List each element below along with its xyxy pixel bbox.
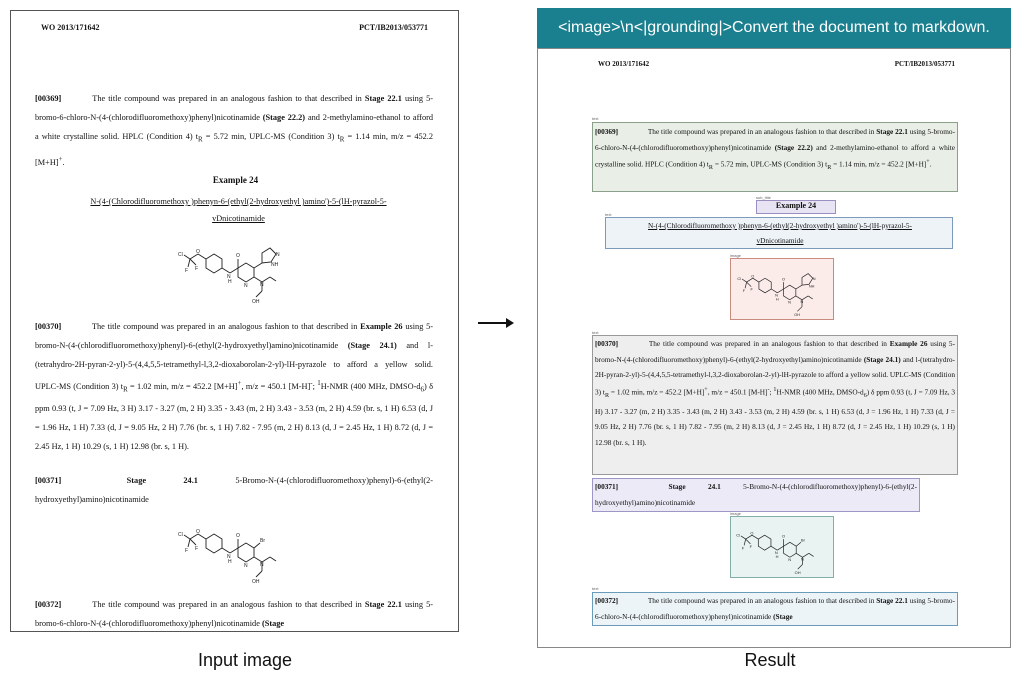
para-text: using 5-bromo-6-chloro-N-(4-(chlorodifluoromethoxy)phenyl)nicotinamide	[595, 596, 955, 621]
box-label: image	[730, 511, 741, 516]
result-example-title: Example 24	[775, 201, 817, 210]
stage-ref: Stage 22.1	[876, 596, 908, 605]
superscript: 1	[317, 380, 321, 387]
para-tag: [00370]	[595, 339, 619, 348]
para-text: = 1.14 min, m/z = 452.2 [M+H]	[833, 159, 927, 169]
subscript: R	[198, 136, 203, 144]
para-text: = 5.72 min, UPLC-MS (Condition 3) t	[205, 132, 340, 141]
para-text: = 5.72 min, UPLC-MS (Condition 3) t	[714, 159, 828, 169]
atom-f: F	[195, 546, 199, 552]
atom-nh: NH	[808, 284, 815, 289]
atom-n: N	[260, 282, 264, 288]
atom-n: N	[244, 563, 248, 569]
atom-f: F	[741, 545, 745, 551]
subscript: R	[708, 164, 713, 171]
para-tag: [00369]	[35, 94, 62, 103]
example-name-line2: vDnicotinamide	[212, 214, 265, 223]
para-text: = 1.02 min, m/z = 452.2 [M+H]	[610, 386, 705, 396]
atom-f: F	[195, 266, 199, 272]
result-molecule-1	[732, 259, 832, 319]
stage-ref: (Stage 24.1)	[863, 354, 901, 364]
para-tag: [00372]	[595, 596, 619, 605]
para-text: and l-(tetrahydro-2H-pyran-2-yl)-5-(4,4,5,5-tetramethyl-l,3,2-dioxaborolan-2-yl)-lH-pyrazole to afford a yellow solid. UPLC-MS (Condition 3) t	[595, 354, 955, 396]
result-paragraph-00370	[595, 336, 955, 450]
prompt-banner: <image>\n<|grounding|>Convert the document to markdown.	[537, 8, 1011, 48]
box-label: sub_title	[756, 195, 771, 200]
example-ref: Example 26	[889, 339, 928, 348]
stage-ref: (Stage	[773, 611, 793, 621]
atom-o: O	[236, 533, 240, 539]
stage-ref: Stage 22.1	[364, 600, 402, 609]
atom-cl: Cl	[178, 532, 183, 538]
subscript: 6	[863, 392, 867, 399]
atom-o: O	[236, 253, 240, 259]
paragraph-00369	[35, 89, 433, 171]
atom-br: Br	[800, 537, 805, 543]
atom-oh: OH	[794, 569, 801, 575]
atom-n: N	[800, 556, 804, 562]
atom-n: N	[260, 562, 264, 568]
box-label: text	[605, 212, 612, 217]
para-text: using 5-bromo-6-chloro-N-(4-(chlorodifluoromethoxy)phenyl)nicotinamide	[595, 127, 955, 152]
stage-ref: Stage 22.1	[364, 94, 402, 103]
stage-ref: (Stage 22.2)	[774, 142, 813, 152]
subscript: R	[827, 164, 832, 171]
para-tag: [00370]	[35, 322, 62, 331]
para-text: .	[929, 159, 932, 169]
atom-cl: Cl	[737, 276, 742, 281]
para-text: The title compound was prepared in an analogous fashion to that described in	[647, 127, 875, 136]
result-paragraph-00369	[595, 124, 955, 176]
para-text: ) δ ppm 0.93 (t, J = 7.09 Hz, 3 H) 3.17 - 3.27 (m, 2 H) 3.35 - 3.43 (m, 2 H) 3.43 - 3.53 (m, 2 H) 4.59 (br. s, 1 H) 6.53 (d, J = 1.96 Hz, 1 H) 7.33 (d, J = 9.05 Hz, 2 H) 7.76 (br. s, 1 H) 7.82 - 7.95 (m, 2 H) 8.13 (d, J = 2.45 Hz, 1 H) 8.72 (d, J = 2.45 Hz, 1 H) 10.29 (s, 1 H) 12.98 (br. s, 1 H).	[595, 386, 956, 447]
example-ref: Example 26	[360, 322, 403, 331]
para-text: using 5-bromo-N-(4-(chlorodifluoromethoxy)phenyl)-6-(ethyl(2-hydroxyethyl)amino)nicotinamide	[595, 339, 956, 364]
molecule-drawing	[176, 229, 296, 307]
example-name	[41, 193, 436, 227]
para-text: ;	[312, 381, 315, 391]
example-name-line2: vDnicotinamide	[756, 236, 804, 245]
stage-ref: Stage 24.1	[126, 476, 198, 485]
atom-f: F	[185, 268, 189, 274]
result-example-name	[608, 218, 952, 248]
para-text: using 5-bromo-6-chloro-N-(4-(chlorodifluoromethoxy)phenyl)nicotinamide	[35, 600, 433, 628]
atom-oh: OH	[252, 579, 260, 585]
atom-o: O	[196, 249, 200, 255]
result-paragraph-00371	[595, 479, 917, 510]
result-document-page	[537, 48, 1011, 648]
atom-oh: OH	[252, 299, 260, 305]
atom-o: O	[782, 533, 786, 539]
stage-ref: Stage 24.1	[668, 482, 721, 491]
atom-f: F	[750, 287, 753, 292]
superscript: -	[310, 380, 313, 387]
atom-br: Br	[260, 538, 265, 544]
molecule-drawing	[176, 511, 296, 587]
para-text: = 1.02 min, m/z = 452.2 [M+H]	[130, 381, 238, 391]
para-text: using 5-bromo-6-chloro-N-(4-(chlorodifluoromethoxy)phenyl)nicotinamide	[35, 94, 433, 122]
para-text: 5-Bromo-N-(4-(chlorodifluoromethoxy)phenyl)-6-(ethyl(2-hydroxyethyl)amino)nicotinamide	[595, 482, 918, 507]
stage-ref: Stage 22.1	[876, 127, 908, 136]
header-right: PCT/IB2013/053771	[359, 23, 428, 32]
header-left: WO 2013/171642	[598, 60, 650, 68]
atom-n: N	[227, 274, 231, 280]
paragraph-00370	[35, 317, 433, 456]
para-text: The title compound was prepared in an analogous fashion to that described in	[648, 339, 887, 348]
para-text: and 2-methylamino-ethanol to afford a white crystalline solid. HPLC (Condition 4) t	[595, 142, 956, 169]
atom-o: O	[782, 277, 785, 282]
example-name-line1: N-(4-(Chlorodifluoromethoxy )phenyn-6-(ethyl(2-hydroxyethyl )amino')-5-(lH-pyrazol-5-	[90, 197, 387, 206]
header-left: WO 2013/171642	[41, 23, 100, 32]
para-text: The title compound was prepared in an analogous fashion to that described in	[91, 322, 358, 331]
para-text: and l-(tetrahydro-2H-pyran-2-yl)-5-(4,4,5,5-tetramethyl-l,3,2-dioxaborolan-2-yl)-lH-pyrazole to afford a yellow solid. UPLC-MS (Condition 3) t	[35, 341, 433, 391]
para-text: The title compound was prepared in an analogous fashion to that described in	[647, 596, 875, 605]
para-text: H-NMR (400 MHz, DMSO-d	[776, 386, 864, 396]
example-title: Example 24	[212, 175, 259, 185]
atom-f: F	[185, 548, 189, 554]
para-text: H-NMR (400 MHz, DMSO-d	[320, 381, 421, 391]
atom-cl: Cl	[736, 532, 740, 538]
para-text: ;	[769, 386, 772, 396]
para-text: = 1.14 min, m/z = 452.2 [M+H]	[35, 132, 434, 167]
subscript: R	[604, 392, 610, 399]
superscript: +	[926, 159, 930, 165]
atom-o: O	[196, 529, 200, 535]
molecule-drawing	[732, 517, 832, 577]
result-paragraph-00372	[595, 593, 955, 624]
para-text: , m/z = 450.1 [M-H]	[241, 381, 311, 391]
molecule-structure-1	[176, 229, 296, 307]
atom-n: N	[812, 276, 816, 281]
box-label: image	[730, 253, 741, 258]
atom-n: N	[774, 550, 778, 556]
paragraph-00371	[35, 471, 433, 509]
para-text: The title compound was prepared in an analogous fashion to that described in	[92, 94, 362, 103]
arrow-right-icon	[476, 313, 516, 333]
atom-n: N	[775, 293, 778, 298]
atom-h: H	[775, 297, 779, 302]
atom-h: H	[228, 559, 232, 565]
atom-n: N	[800, 299, 804, 304]
para-tag: [00371]	[595, 482, 619, 491]
atom-n: N	[788, 300, 791, 305]
subscript: 6	[420, 386, 424, 394]
result-molecule-2	[732, 517, 832, 577]
atom-o: O	[751, 274, 755, 279]
box-label: text	[592, 586, 599, 591]
atom-nh: NH	[271, 262, 279, 268]
superscript: +	[237, 380, 242, 387]
molecule-structure-2	[176, 511, 296, 587]
para-text: and 2-methylamino-ethanol to afford a white crystalline solid. HPLC (Condition 4) t	[35, 113, 434, 141]
atom-cl: Cl	[178, 252, 183, 258]
atom-h: H	[775, 554, 779, 560]
molecule-drawing	[732, 259, 832, 319]
atom-n: N	[788, 557, 792, 563]
example-name-line1: N-(4-(Chlorodifluoromethoxy )phenyn-6-(ethyl(2-hydroxyethyl )amino')-5-(lH-pyrazol-5-	[648, 221, 912, 230]
atom-n: N	[276, 252, 280, 258]
box-label: text	[592, 116, 599, 121]
subscript: R	[339, 136, 345, 144]
header-right: PCT/IB2013/053771	[894, 60, 955, 68]
atom-o: O	[750, 530, 754, 536]
atom-n: N	[244, 283, 248, 289]
stage-ref: (Stage	[261, 619, 285, 628]
box-label: text	[592, 330, 599, 335]
atom-n: N	[227, 554, 231, 560]
atom-oh: OH	[794, 312, 801, 317]
para-text: 5-Bromo-N-(4-(chlorodifluoromethoxy)phenyl)-6-(ethyl(2-hydroxyethyl)amino)nicotinamide	[35, 476, 434, 504]
superscript: 1	[773, 386, 777, 393]
superscript: -	[767, 386, 770, 393]
para-tag: [00371]	[35, 476, 62, 485]
atom-h: H	[228, 279, 232, 285]
result-caption: Result	[744, 650, 796, 670]
input-caption: Input image	[197, 650, 293, 670]
paragraph-00372	[35, 595, 433, 632]
stage-ref: (Stage 24.1)	[347, 341, 397, 350]
para-text: using 5-bromo-N-(4-(chlorodifluoromethoxy)phenyl)-6-(ethyl(2-hydroxyethyl)amino)nicotinamide	[35, 322, 434, 350]
atom-f: F	[749, 543, 753, 549]
para-text: The title compound was prepared in an analogous fashion to that described in	[92, 600, 362, 609]
subscript: R	[123, 386, 128, 394]
para-tag: [00369]	[595, 127, 619, 136]
atom-f: F	[742, 289, 746, 294]
superscript: +	[704, 386, 708, 393]
para-text: .	[62, 157, 65, 167]
para-text: ) δ ppm 0.93 (t, J = 7.09 Hz, 3 H) 3.17 - 3.27 (m, 2 H) 3.35 - 3.43 (m, 2 H) 3.43 - 3.53 (m, 2 H) 4.59 (br. s, 1 H) 6.53 (d, J = 1.96 Hz, 1 H) 7.33 (d, J = 9.05 Hz, 2 H) 7.76 (br. s, 1 H) 7.82 - 7.95 (m, 2 H) 8.13 (d, J = 2.45 Hz, 1 H) 8.72 (d, J = 2.45 Hz, 1 H) 10.29 (s, 1 H) 12.98 (br. s, 1 H).	[35, 381, 433, 452]
para-text: , m/z = 450.1 [M-H]	[707, 386, 768, 396]
input-document-page	[10, 10, 459, 632]
superscript: +	[58, 155, 63, 163]
stage-ref: (Stage 22.2)	[262, 113, 306, 122]
para-tag: [00372]	[35, 600, 62, 609]
